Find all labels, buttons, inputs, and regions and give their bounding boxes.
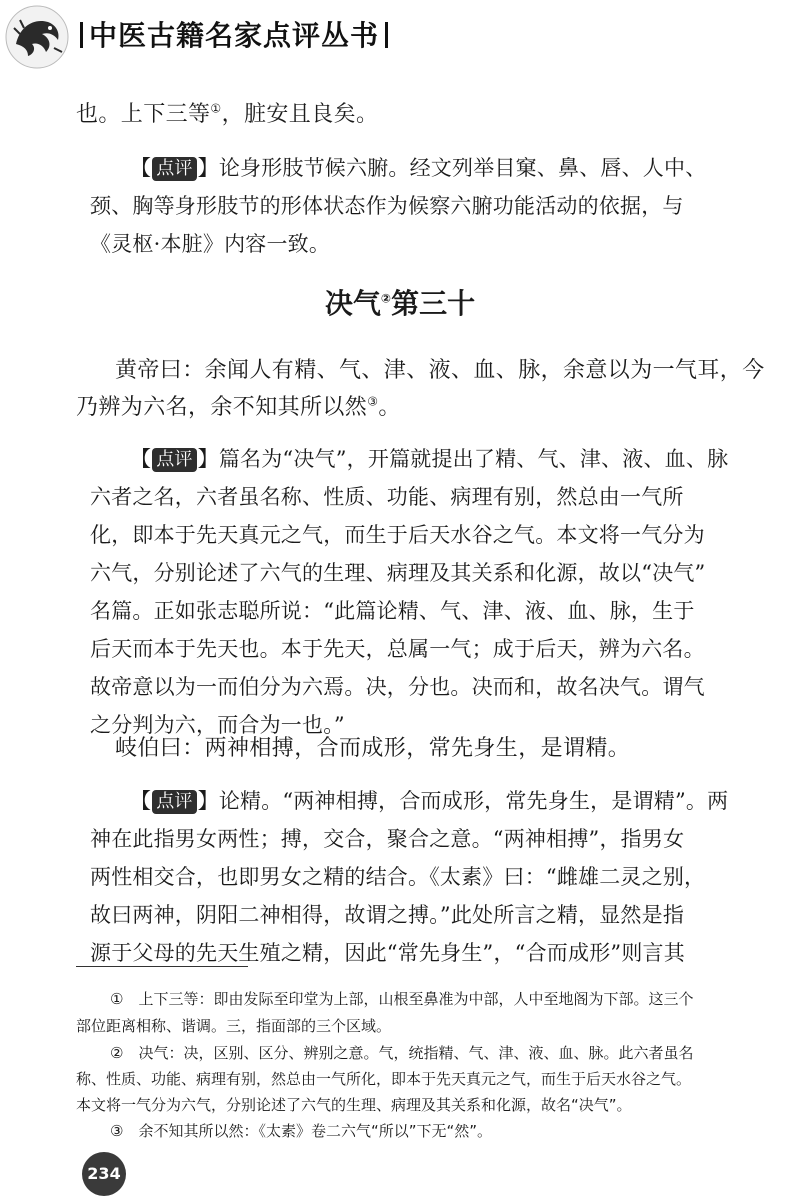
footnote-line: 部位距离相称、谐调。三，指面部的三个区域。 <box>76 1017 392 1035</box>
page-number: 234 <box>82 1152 126 1196</box>
footnote-line: 称、性质、功能、病理有别，然总由一气所化，即本于先天真元之气，而生于后天水谷之气。 <box>76 1070 692 1088</box>
commentary-line: 六气，分别论述了六气的生理、病理及其关系和化源，故以“决气” <box>90 561 706 585</box>
section-title: 决气②第三十 <box>324 287 476 320</box>
commentary-line: 源于父母的先天生殖之精，因此“常先身生”，“合而成形”则言其 <box>90 941 685 965</box>
commentary-line: 颈、胸等身形肢节的形体状态作为候察六腑功能活动的依据，与 <box>90 194 684 218</box>
commentary-line: 两性相交合，也即男女之精的结合。《太素》曰：“雌雄二灵之别， <box>90 865 706 889</box>
commentary-line: 【 点评 】篇名为“决气”，开篇就提出了精、气、津、液、血、脉 <box>130 447 729 471</box>
commentary-line: 【 点评 】论身形肢节候六腑。经文列举目窠、鼻、唇、人中、 <box>130 156 707 180</box>
commentary-line: 之分判为六，而合为一也。” <box>90 713 345 737</box>
commentary-line: 故曰两神，阴阳二神相得，故谓之搏。”此处所言之精，显然是指 <box>90 903 685 927</box>
commentary-tag: 点评 <box>152 157 196 181</box>
commentary-line: 化，即本于先天真元之气，而生于后天水谷之气。本文将一气分为 <box>90 523 705 547</box>
dragon-logo-icon <box>4 4 70 70</box>
footnote-ref: ③ <box>367 394 379 409</box>
footnote-line: ② 决气：决，区别、区分、辨别之意。气，统指精、气、津、液、血、脉。此六者虽名 <box>110 1044 694 1062</box>
classic-text-line: 乃辨为六名，余不知其所以然③。 <box>76 394 401 420</box>
commentary-line: 六者之名，六者虽名称、性质、功能、病理有别，然总由一气所 <box>90 485 684 509</box>
classic-text-line: 岐伯曰：两神相搏，合而成形，常先身生，是谓精。 <box>115 736 631 761</box>
footnote-line: ① 上下三等：即由发际至印堂为上部，山根至鼻准为中部，人中至地阁为下部。这三个 <box>110 990 694 1008</box>
footnote-ref: ① <box>210 101 222 116</box>
classic-text-line: 也。上下三等①，脏安且良矣。 <box>76 101 379 127</box>
commentary-line: 【 点评 】论精。“两神相搏，合而成形，常先身生，是谓精”。两 <box>130 789 729 813</box>
footnote-divider <box>76 966 248 967</box>
footnote-line: ③ 余不知其所以然：《太素》卷二六气“所以”下无“然”。 <box>110 1122 493 1140</box>
footnote-line: 本文将一气分为六气，分别论述了六气的生理、病理及其关系和化源，故名“决气”。 <box>76 1096 632 1114</box>
commentary-line: 神在此指男女两性；搏，交合，聚合之意。“两神相搏”，指男女 <box>90 827 685 851</box>
commentary-line: 后天而本于先天也。本于先天，总属一气；成于后天，辨为六名。 <box>90 637 705 661</box>
series-title: 中医古籍名家点评丛书 <box>74 14 394 54</box>
footnote-ref: ② <box>380 291 392 306</box>
commentary-line: 名篇。正如张志聪所说：“此篇论精、气、津、液、血、脉，生于 <box>90 599 695 623</box>
commentary-tag: 点评 <box>152 790 196 814</box>
classic-text-line: 黄帝曰：余闻人有精、气、津、液、血、脉，余意以为一气耳，今 <box>115 358 765 383</box>
commentary-tag: 点评 <box>152 448 196 472</box>
commentary-line: 《灵枢·本脏》内容一致。 <box>90 232 331 256</box>
page-header <box>0 0 800 72</box>
commentary-line: 故帝意以为一而伯分为六焉。决，分也。决而和，故名决气。谓气 <box>90 675 705 699</box>
